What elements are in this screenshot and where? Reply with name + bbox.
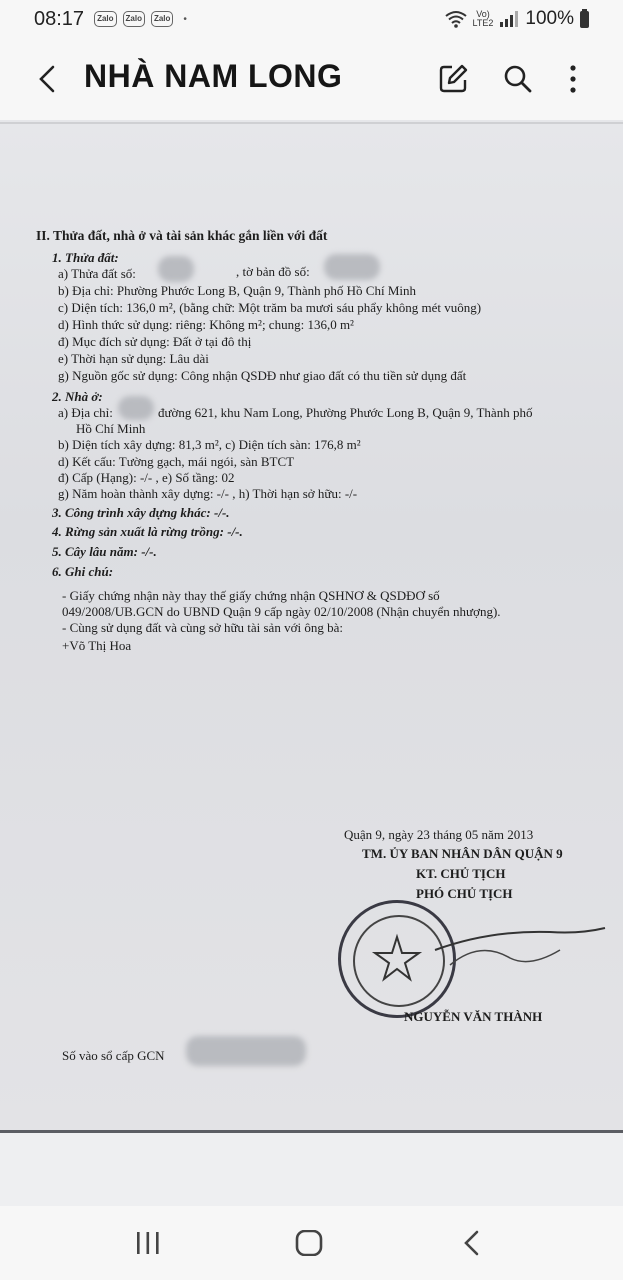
house-b-area: b) Diện tích xây dựng: 81,3 m², c) Diện tích sàn: 176,8 m² <box>58 437 361 452</box>
signing-title: PHÓ CHỦ TỊCH <box>416 886 513 901</box>
signing-organization: TM. ỦY BAN NHÂN DÂN QUẬN 9 <box>362 846 563 861</box>
house-a-label: a) Địa chỉ: <box>58 405 113 420</box>
page-edge-top <box>0 122 623 124</box>
battery-icon <box>580 11 589 28</box>
land-a-label: a) Thửa đất số: <box>58 266 136 281</box>
notes-heading: 6. Ghi chú: <box>52 564 114 579</box>
home-icon[interactable] <box>294 1230 324 1256</box>
zalo-notification-icon: Zalo <box>123 11 145 27</box>
land-heading: 1. Thửa đất: <box>52 250 119 265</box>
land-b-address: b) Địa chỉ: Phường Phước Long B, Quận 9, Thành phố Hồ Chí Minh <box>58 283 417 298</box>
house-a-address-cont: Hồ Chí Minh <box>76 421 146 436</box>
house-g-year: g) Năm hoàn thành xây dựng: -/- , h) Thời hạn sở hữu: -/- <box>58 486 358 501</box>
page-title: NHÀ NAM LONG <box>84 58 343 94</box>
recent-apps-icon[interactable] <box>133 1230 163 1256</box>
redacted-map-number <box>324 254 380 280</box>
lte-label: LTE2 <box>472 18 494 28</box>
house-dd-grade: đ) Cấp (Hạng): -/- , e) Số tầng: 02 <box>58 470 235 485</box>
house-a-address: đường 621, khu Nam Long, Phường Phước Long B, Quận 9, Thành phố <box>158 405 533 420</box>
document-viewer[interactable] <box>0 120 623 1206</box>
item-4-forest: 4. Rừng sản xuất là rừng trồng: -/-. <box>52 524 243 539</box>
clock: 08:17 <box>34 7 85 30</box>
redacted-parcel-number <box>158 256 194 282</box>
note-line-3: - Cùng sử dụng đất và cùng sở hữu tài sản với ông bà: <box>62 620 343 635</box>
land-c-area: c) Diện tích: 136,0 m², (bằng chữ: Một trăm ba mươi sáu phẩy không mét vuông) <box>58 300 482 315</box>
redacted-house-number <box>118 396 154 420</box>
system-nav-bar <box>0 1206 623 1280</box>
back-nav-icon[interactable] <box>458 1230 488 1256</box>
land-g-origin: g) Nguồn gốc sử dụng: Công nhận QSDĐ như giao đất có thu tiền sử dụng đất <box>58 368 467 383</box>
section-title: II. Thửa đất, nhà ở và tài sản khác gắn liền với đất <box>36 228 328 243</box>
register-number-label: Số vào sổ cấp GCN <box>62 1048 165 1063</box>
item-3-other-construction: 3. Công trình xây dựng khác: -/-. <box>52 505 230 520</box>
status-bar-left <box>34 8 187 31</box>
signer-name: NGUYỄN VĂN THÀNH <box>404 1009 543 1024</box>
page-edge-bottom <box>0 1130 623 1133</box>
signature-mark <box>430 910 610 980</box>
note-line-2: 049/2008/UB.GCN do UBND Quận 9 cấp ngày 02/10/2008 (Nhận chuyển nhượng). <box>62 604 501 619</box>
land-a-map: , tờ bản đồ số: <box>236 264 310 279</box>
more-notifications-dot: • <box>183 13 187 25</box>
more-vertical-icon[interactable] <box>556 62 590 96</box>
signal-icon <box>499 11 519 27</box>
app-bar <box>0 38 623 120</box>
signing-date: Quận 9, ngày 23 tháng 05 năm 2013 <box>344 827 534 842</box>
volte-label: Vo) <box>476 9 490 19</box>
zalo-notification-icon: Zalo <box>94 11 116 27</box>
wifi-icon <box>445 10 467 28</box>
item-5-perennial-trees: 5. Cây lâu năm: -/-. <box>52 544 157 559</box>
status-bar <box>0 0 623 38</box>
land-dd-purpose: đ) Mục đích sử dụng: Đất ở tại đô thị <box>58 334 252 349</box>
back-icon[interactable] <box>34 64 62 94</box>
house-heading: 2. Nhà ở: <box>52 389 103 404</box>
signing-kt: KT. CHỦ TỊCH <box>416 866 506 881</box>
battery-percent: 100% <box>525 8 574 29</box>
zalo-notification-icon: Zalo <box>151 11 173 27</box>
status-bar-right <box>445 8 589 30</box>
search-icon[interactable] <box>501 62 535 96</box>
network-type <box>473 10 494 28</box>
land-e-term: e) Thời hạn sử dụng: Lâu dài <box>58 351 209 366</box>
note-line-1: - Giấy chứng nhận này thay thế giấy chứng nhận QSHNƠ & QSDĐƠ số <box>62 588 440 603</box>
land-d-usage-form: d) Hình thức sử dụng: riêng: Không m²; chung: 136,0 m² <box>58 317 354 332</box>
redacted-register-number <box>186 1036 306 1066</box>
certificate-page <box>0 120 623 1130</box>
edit-icon[interactable] <box>436 62 470 96</box>
house-d-structure: d) Kết cấu: Tường gạch, mái ngói, sàn BTCT <box>58 454 295 469</box>
note-line-4: +Võ Thị Hoa <box>62 638 132 653</box>
